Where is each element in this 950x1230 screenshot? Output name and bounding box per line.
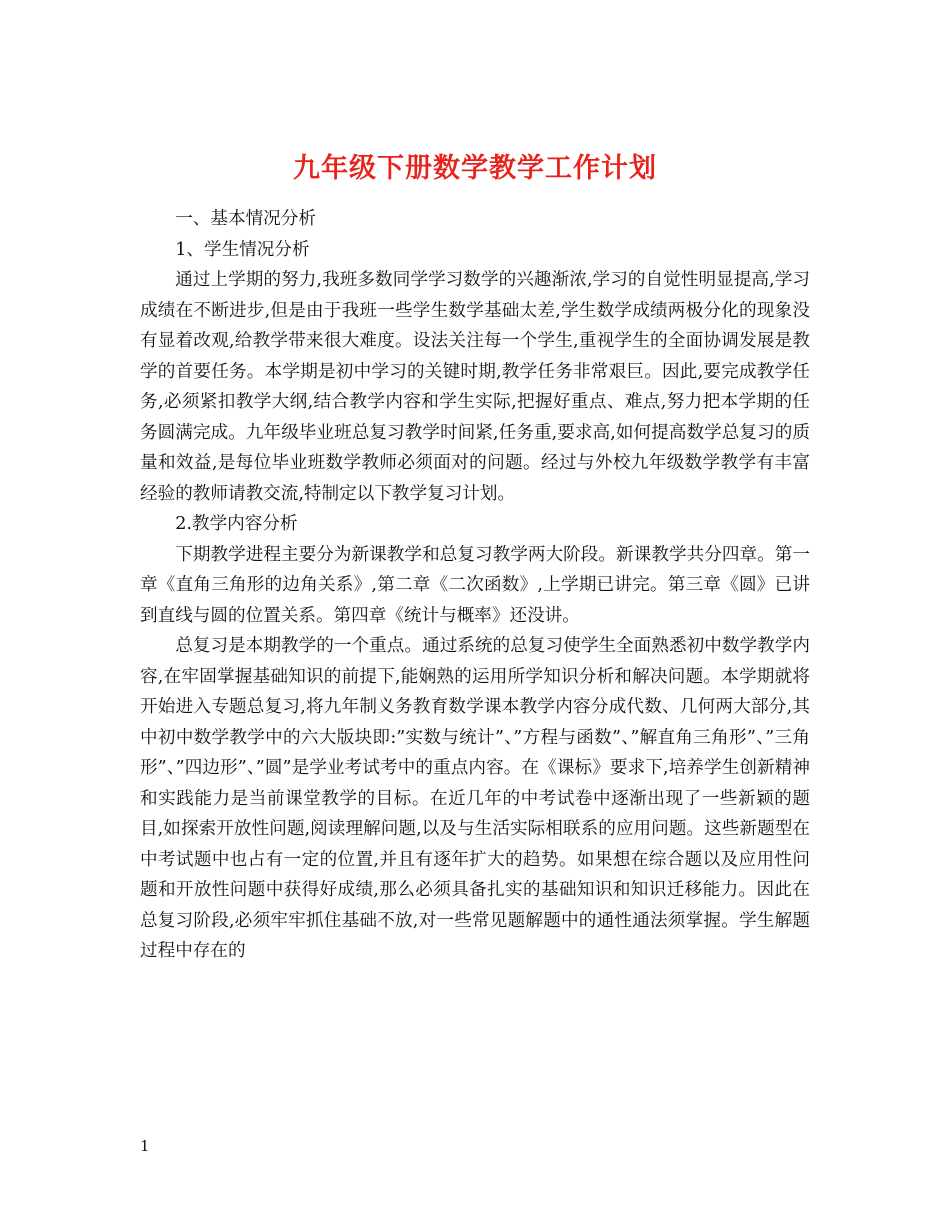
- subsection-heading-student-analysis: 1、学生情况分析: [175, 239, 310, 260]
- subsection-heading-content-analysis: 2.教学内容分析: [175, 514, 298, 534]
- paragraph-review-plan: 总复习是本期教学的一个重点。通过系统的总复习使学生全面熟悉初中数学教学内容,在牢固掌握基础知识的前提下,能娴熟的运用所学知识分析和解决问题。本学期就将开始进入专题总复习,将九年制义务教育数学课本教学内容分成代数、几何两大部分,其中初中数学教学中的六大版块即:”实数与统计”、”方程与函数”、”解直角三角形”、”三角形”、”四边形”、”圆”是学业考试考中的重点内容。在《课标》要求下,培养学生创新精神和实践能力是当前课堂教学的目标。在近几年的中考试卷中逐渐出现了一些新颖的题目,如探索开放性问题,阅读理解问题,以及与生活实际相联系的应用问题。这些新题型在中考试题中也占有一定的位置,并且有逐年扩大的趋势。如果想在综合题以及应用性问题和开放性问题中获得好成绩,那么必须具备扎实的基础知识和知识迁移能力。因此在总复习阶段,必须牢牢抓住基础不放,对一些常见题解题中的通性通法须掌握。学生解题过程中存在的: [140, 636, 810, 961]
- document-title: 九年级下册数学教学工作计划: [293, 153, 657, 185]
- paragraph-student-analysis: 通过上学期的努力,我班多数同学学习数学的兴趣渐浓,学习的自觉性明显提高,学习成绩在不断进步,但是由于我班一些学生数学基础太差,学生数学成绩两极分化的现象没有显着改观,给教学带来很大难度。设法关注每一个学生,重视学生的全面协调发展是教学的首要任务。本学期是初中学习的关键时期,教学任务非常艰巨。因此,要完成教学任务,必须紧扣教学大纲,结合教学内容和学生实际,把握好重点、难点,努力把本学期的任务圆满完成。九年级毕业班总复习教学时间紧,任务重,要求高,如何提高数学总复习的质量和效益,是每位毕业班数学教师必须面对的问题。经过与外校九年级数学教学有丰富经验的教师请教交流,特制定以下教学复习计划。: [140, 270, 810, 504]
- paragraph-teaching-progress: 下期教学进程主要分为新课教学和总复习教学两大阶段。新课教学共分四章。第一章《直角三角形的边角关系》,第二章《二次函数》,上学期已讲完。第三章《圆》已讲到直线与圆的位置关系。第四章《统计与概率》还没讲。: [140, 544, 810, 626]
- section-heading-basic-analysis: 一、基本情况分析: [175, 209, 316, 229]
- page-number: 1: [140, 1137, 150, 1155]
- document-body: [140, 204, 810, 967]
